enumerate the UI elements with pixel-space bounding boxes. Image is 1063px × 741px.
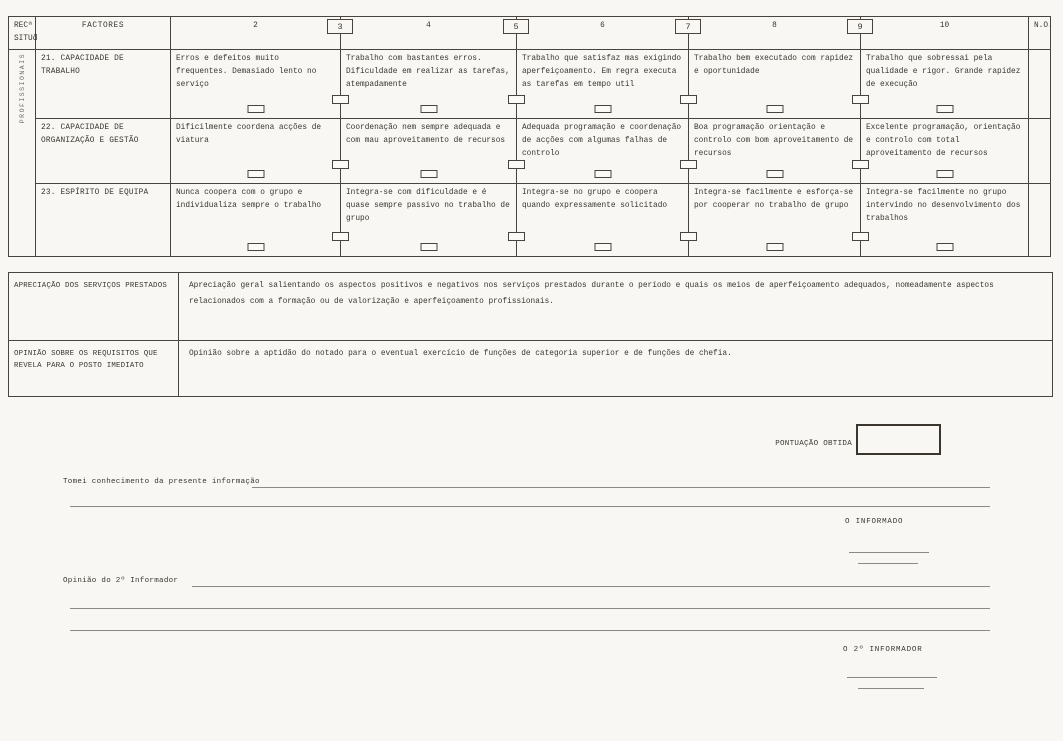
factor-row-22 — [9, 119, 1051, 184]
descriptor-text: Integra-se facilmente e esforça-se por cooperar no trabalho de grupo — [694, 189, 854, 210]
factor-label-23: 23. ESPÍRITO DE EQUIPA — [36, 184, 171, 257]
no-cell-21[interactable] — [1029, 50, 1051, 119]
appraisal-table — [8, 272, 1053, 397]
column-header-6: 6 — [517, 17, 689, 50]
boundary-header-9: 9 — [847, 19, 873, 34]
descriptor-23-2 — [171, 184, 341, 257]
column-header-8: 8 — [689, 17, 861, 50]
no-cell-23[interactable] — [1029, 184, 1051, 257]
score-checkbox-23-6[interactable] — [594, 243, 611, 251]
acknowledgement-signature-line[interactable] — [252, 487, 990, 488]
descriptor-23-10 — [861, 184, 1029, 257]
descriptor-21-6 — [517, 50, 689, 119]
descriptor-21-8 — [689, 50, 861, 119]
score-input-box[interactable] — [856, 424, 941, 455]
score-checkbox-21-5[interactable] — [508, 95, 525, 104]
descriptor-23-4 — [341, 184, 517, 257]
requisites-text[interactable]: Opinião sobre a aptidão do notado para o eventual exercício de funções de categoria superior e de funções de chefia. — [179, 341, 1053, 397]
score-checkbox-23-9[interactable] — [852, 232, 869, 241]
descriptor-text: Dificilmente coordena acções de viatura — [176, 124, 322, 145]
score-checkbox-21-9[interactable] — [852, 95, 869, 104]
descriptor-text: Excelente programação, orientação e controlo com total aproveitamento de recursos — [866, 124, 1021, 158]
factor-group-cell — [9, 50, 36, 257]
descriptor-text: Trabalho com bastantes erros. Dificuldade em realizar as tarefas, atempadamente — [346, 55, 510, 89]
factor-label-21: 21. CAPACIDADE DE TRABALHO — [36, 50, 171, 119]
second-opinion-line-1[interactable] — [192, 586, 990, 587]
descriptor-21-10 — [861, 50, 1029, 119]
score-checkbox-22-2[interactable] — [247, 170, 264, 178]
score-checkbox-22-3[interactable] — [332, 160, 349, 169]
descriptor-22-2 — [171, 119, 341, 184]
column-header-2: 2 — [171, 17, 341, 50]
score-checkbox-23-4[interactable] — [420, 243, 437, 251]
second-opinion-line-2[interactable] — [70, 608, 990, 609]
score-checkbox-21-2[interactable] — [247, 105, 264, 113]
second-informer-signature-line[interactable] — [847, 677, 937, 678]
appraisal-row — [9, 273, 1053, 341]
score-checkbox-23-2[interactable] — [247, 243, 264, 251]
score-checkbox-21-3[interactable] — [332, 95, 349, 104]
acknowledgement-label: Tomei conhecimento da presente informação — [63, 478, 260, 486]
column-header-no: N.O. — [1029, 17, 1051, 50]
corner-line2: SITUƌ — [14, 35, 38, 43]
score-checkbox-22-10[interactable] — [936, 170, 953, 178]
score-checkbox-22-6[interactable] — [594, 170, 611, 178]
descriptor-text: Trabalho que satisfaz mas exigindo aperfeiçoamento. Em regra executa as tarefas em tempo util — [522, 55, 682, 89]
descriptor-text: Boa programação orientação e controlo com bom aproveitamento de recursos — [694, 124, 854, 158]
score-label: PONTUAÇÃO OBTIDA — [775, 440, 852, 448]
descriptor-text: Integra-se facilmente no grupo intervindo no desenvolvimento dos trabalhos — [866, 189, 1021, 223]
descriptor-text: Integra-se com dificuldade e é quase sempre passivo no trabalho de grupo — [346, 189, 510, 223]
descriptor-22-10 — [861, 119, 1029, 184]
score-checkbox-22-4[interactable] — [420, 170, 437, 178]
score-checkbox-23-10[interactable] — [936, 243, 953, 251]
descriptor-22-6 — [517, 119, 689, 184]
descriptor-text: Nunca coopera com o grupo e individualiza sempre o trabalho — [176, 189, 322, 210]
boundary-header-5: 5 — [503, 19, 529, 34]
descriptor-21-4 — [341, 50, 517, 119]
score-checkbox-23-7[interactable] — [680, 232, 697, 241]
appraisal-label: APRECIAÇÃO DOS SERVIÇOS PRESTADOS — [9, 273, 179, 341]
score-checkbox-22-9[interactable] — [852, 160, 869, 169]
informed-label: O INFORMADO — [845, 518, 904, 526]
descriptor-text: Erros e defeitos muito frequentes. Demasiado lento no serviço — [176, 55, 317, 89]
second-informer-label: O 2º INFORMADOR — [843, 646, 923, 654]
boundary-header-7: 7 — [675, 19, 701, 34]
score-checkbox-21-10[interactable] — [936, 105, 953, 113]
ratings-table — [8, 16, 1053, 245]
score-checkbox-21-6[interactable] — [594, 105, 611, 113]
column-header-10: 10 — [861, 17, 1029, 50]
factor-row-23 — [9, 184, 1051, 257]
informed-date-line[interactable] — [858, 563, 918, 564]
boundary-header-3: 3 — [327, 19, 353, 34]
no-cell-22[interactable] — [1029, 119, 1051, 184]
factor-label-22: 22. CAPACIDADE DE ORGANIZAÇÃO E GESTÃO — [36, 119, 171, 184]
score-checkbox-21-8[interactable] — [766, 105, 783, 113]
factor-row-21 — [9, 50, 1051, 119]
informed-signature-line[interactable] — [849, 552, 929, 553]
second-informer-date-line[interactable] — [858, 688, 924, 689]
score-checkbox-23-8[interactable] — [766, 243, 783, 251]
second-opinion-label: Opinião do 2º Informador — [63, 577, 179, 585]
score-checkbox-22-8[interactable] — [766, 170, 783, 178]
requisites-row — [9, 341, 1053, 397]
descriptor-22-8 — [689, 119, 861, 184]
score-checkbox-22-7[interactable] — [680, 160, 697, 169]
descriptor-text: Adequada programação e coordenação de acções com algumas falhas de controlo — [522, 124, 682, 158]
factors-header: FACTORES — [36, 17, 171, 50]
descriptor-text: Trabalho que sobressai pela qualidade e rigor. Grande rapidez de execução — [866, 55, 1021, 89]
score-checkbox-23-5[interactable] — [508, 232, 525, 241]
descriptor-23-8 — [689, 184, 861, 257]
appraisal-text[interactable]: Apreciação geral salientando os aspectos positivos e negativos nos serviços prestados durante o período e quais os meios de aperfeiçoamento adequados, nomeadamente aspectos relacionados com a formação ou de valorização e aperfeiçoamento profissionais. — [179, 273, 1053, 341]
column-header-4: 4 — [341, 17, 517, 50]
score-checkbox-22-5[interactable] — [508, 160, 525, 169]
descriptor-21-2 — [171, 50, 341, 119]
descriptor-text: Integra-se no grupo e coopera quando expressamente solicitado — [522, 189, 668, 210]
descriptor-23-6 — [517, 184, 689, 257]
factor-group-vertical-label: PROFISSIONAIS — [18, 53, 26, 124]
score-checkbox-21-4[interactable] — [420, 105, 437, 113]
corner-header — [9, 17, 36, 50]
score-checkbox-21-7[interactable] — [680, 95, 697, 104]
corner-line1: RECª — [14, 22, 33, 30]
second-opinion-line-3[interactable] — [70, 630, 990, 631]
score-checkbox-23-3[interactable] — [332, 232, 349, 241]
acknowledgement-line-2[interactable] — [70, 506, 990, 507]
descriptor-22-4 — [341, 119, 517, 184]
descriptor-text: Trabalho bem executado com rapidez e oportunidade — [694, 55, 854, 76]
requisites-label: OPINIÃO SOBRE OS REQUISITOS QUE REVELA PARA O POSTO IMEDIATO — [9, 341, 179, 397]
descriptor-text: Coordenação nem sempre adequada e com mau aproveitamento de recursos — [346, 124, 506, 145]
ratings-header-row — [9, 17, 1051, 50]
